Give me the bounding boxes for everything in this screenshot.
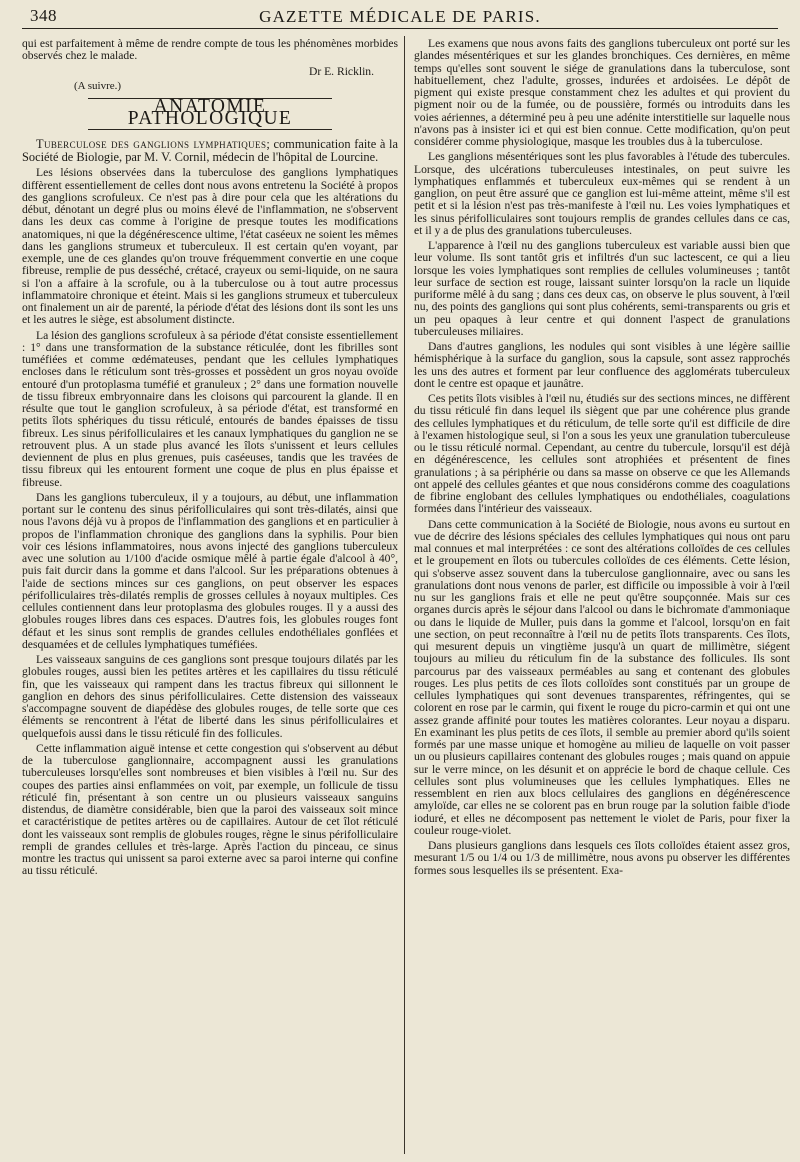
article-paragraph: Dans cette communication à la Société de Biologie, nous avons eu surtout en vue de décrire des lésions spéciales des cellules lymphatiques qui nous ont paru mal connues et mal interprétées : ce sont des altérations colloïdes de ces cellules et le groupement en îlots ou tubercules colloïdes de ces éléments. Cette lésion, qui s'observe assez souvent dans la tuberculose ganglionnaire, avec ou sans les granulations dont nous venons de parler, est difficile ou impossible à voir à l'œil nu sur les ganglions frais et elle ne peut qu'être soupçonnée. Mais sur ces organes durcis après le séjour dans l'alcool ou dans le bichromate d'ammoniaque ou dans le liquide de Muller, puis dans la gomme et l'alcool, lorsqu'on en fait une section, on peut reconnaître à l'œil nu de petits îlots transparents. Ces îlots, qui mesurent depuis un vingtième jusqu'à un quart de millimètre, siégent toujours au milieu du réticulum fin de la substance des follicules. Ils sont parcourus par des vaisseaux perméables au sang et contenant des globules rouges. Les plus petits de ces îlots colloïdes sont constitués par un groupe de cellules lymphatiques qui sont devenues transparentes, réfringentes, qui se colorent en rose par le carmin, qui fixent le rouge du picro-carmin et qui ont une assez grande affinité pour toutes les matières colorantes. Leur noyau a disparu. En examinant les plus petits de ces îlots, il semble au premier abord qu'ils soient formés par une masse unique et homogène au milieu de laquelle on voit passer un ou plusieurs capillaires contenant des globules rouges ; mais quand on appuie sur le verre mince, on les désunit et on apprécie le bord de chaque cellule. Ces cellules sont plus volumineuses que les cellules lymphatiques. Elles ne ressemblent en rien aux blocs cellulaires des ganglions en dégénérescence amyloïde, car elles ne se colorent pas en brun rouge par la solution faible d'iode ioduré, et elles ne décomposent pas nettement le violet de Paris, pour fixer la couleur rouge-violet. (414, 517, 790, 837)
author-signature: Dr E. Ricklin. (308, 64, 374, 78)
article-paragraph: L'apparence à l'œil nu des ganglions tuberculeux est variable aussi bien que leur volume. Ils sont tantôt gris et infiltrés d'un suc lactescent, ce qui a lieu lorsque les voies lymphatiques sont remplies de cellules volumineuses ; tantôt leur surface de section est rouge, laissant suinter lorsqu'on la racle un liquide puriforme mêlé à du sang ; dans ces deux cas, on observe le plus souvent, à l'œil nu, des points des ganglions qui sont plus cohérents, semi-transparents ou gris et un peu opaques à leur centre et qui donnent l'aspect de granulations tuberculeuses miliaires. (414, 239, 790, 338)
article-paragraph: Les ganglions mésentériques sont les plus favorables à l'étude des tubercules. Lorsque, des ulcérations tuberculeuses intestinales, on peut suivre les lymphatiques enflammés et tuberculeux eux-mêmes qui se rendent à un ganglion, on peut être assuré que ce ganglion est lui-même atteint, même s'il est petit et si la lésion n'est pas très-manifeste à l'œil nu. Les voies lymphatiques et les sinus périfolliculaires sont toujours remplis de grandes cellules dans ce cas, et il y a de plus des granulations tuberculeuses. (414, 150, 790, 237)
section-title: ANATOMIE PATHOLOGIQUE (88, 98, 332, 130)
previous-article-ending: qui est parfaitement à même de rendre compte de tous les phénomènes morbides observés chez le malade. (22, 38, 398, 63)
article-paragraph: Les vaisseaux sanguins de ces ganglions sont presque toujours dilatés par les globules rouges, aussi bien les petites artères et les capillaires du tissu réticulé fin, que les vaisseaux qui rampent dans les tractus fibreux qui sillonnent le ganglion en dehors des sinus périfolliculaires. Cette distension des vaisseaux s'accompagne souvent de diapédèse des globules rouges, de telle sorte que ces éléments se rencontrent à l'état de liberté dans les sinus périfolliculaires et quelquefois aussi dans le tissu réticulé fin des follicules. (22, 653, 398, 740)
left-column (22, 38, 398, 1156)
article-paragraph: Cette inflammation aiguë intense et cette congestion qui s'observent au début de la tuberculose ganglionnaire, accompagnent aussi les granulations tuberculeuses lorsqu'elles sont nombreuses et bien visibles à l'œil nu. Sur des coupes des parties ainsi enflammées on voit, par exemple, un follicule de tissu réticulé fin, présentant à son centre un ou plusieurs vaisseaux sanguins distendus, de diamètre considérable, bien que la paroi des vaisseaux soit mince et caractéristique de petites artères ou de capillaires. Autour de cet îlot réticulé dont les vaisseaux sont remplis de globules rouges, règne le sinus périfolliculaire rempli de grandes cellules et très-large. Après l'action du pinceau, ce sinus montre les tractus qui unissent sa paroi externe avec sa paroi interne qui confine au tissu réticulé. (22, 741, 398, 878)
article-paragraph: Les examens que nous avons faits des ganglions tuberculeux ont porté sur les glandes mésentériques et sur les glandes bronchiques. Ces dernières, en même temps qu'elles sont souvent le siége de granulations dans la tuberculose, sont habituellement, chez l'adulte, grosses, indurées et ardoisées. Le dépôt de pigment qui existe presque constamment chez les adultes et qui provient du pigment noir ou de la fumée, ou de poussière, formés ou introduits dans les voies aériennes, a déterminé peu à peu une adénite interstitielle sur laquelle nous n'avons pas à insister ici et qui est bien connue. Cette modification, qu'on peut considérer comme physiologique, masque les troubles dus à la tuberculose. (414, 38, 790, 148)
article-paragraph: Dans d'autres ganglions, les nodules qui sont visibles à une légère saillie hémisphérique à la surface du ganglion, sous la capsule, sont assez rapprochés les uns des autres et forment par leur confluence des agglomérats tuberculeux dont le centre est opaque et jaunâtre. (414, 340, 790, 390)
right-column (414, 38, 790, 1156)
article-heading (22, 138, 398, 165)
article-paragraph: Dans plusieurs ganglions dans lesquels ces îlots colloïdes étaient assez gros, mesurant 1/5 ou 1/4 ou 1/3 de millimètre, nous avons pu observer les différentes formes sous lesquelles ils se présentent. Exa- (414, 839, 790, 877)
page-number: 348 (30, 6, 57, 25)
article-paragraph: La lésion des ganglions scrofuleux à sa période d'état consiste essentiellement : 1° dans une transformation de la substance réticulée, dont les fibrilles sont tuméfiées et comme œdémateuses, pendant que les cellules lymphatiques encloses dans le réticulum sont très-grosses et possèdent un gros noyau ovoïde entouré d'un protoplasma tuméfié et granuleux ; 2° dans une formation nouvelle de tissu fibreux embryonnaire dans les cloisons qui parcourent la glande. Il en résulte que tout le ganglion scrofuleux, à sa période d'état, est transformé en petits îlots sphériques du tissu réticulé, entourés de bandes épaisses de tissu fibreux. Les sinus périfolliculaires et les canaux lymphatiques du ganglion ne se retrouvent plus. A un stade plus avancé les îlots s'unissent et leurs cellules deviennent de plus en plus grenues, puis caséeuses, tandis que les travées de tissu fibreux qui les entourent forment une coque de plus en plus épaisse et fibreuse. (22, 328, 398, 489)
column-divider (404, 36, 405, 1154)
article-paragraph: Dans les ganglions tuberculeux, il y a toujours, au début, une inflammation portant sur le contenu des sinus périfolliculaires qui sont très-dilatés, ainsi que nous l'avons déjà vu à propos de l'inflammation des ganglions et en particulier à propos de l'inflammation chronique des ganglions dans la syphilis. Pour bien voir ces lésions inflammatoires, nous avons injecté des ganglions tuberculeux avec une solution au 1/100 d'acide osmique mêlé à partie égale d'alcool à 40°, puis fait durcir dans la gomme et dans l'alcool. Sur les préparations obtenues à l'aide de sections minces sur ces ganglions, on peut observer les espaces périfolliculaires très-dilatés remplis de grosses cellules à noyaux multiples. Ces cellules contiennent dans leur protoplasma des globules rouges. Il y a aussi des globules rouges libres dans ces espaces. D'autres fois, les globules rouges font défaut et les sinus sont remplis de grandes cellules endothéliales gonflées et desquamées et de cellules lymphatiques tuméfiées. (22, 490, 398, 651)
continued-note: (A suivre.) (74, 79, 122, 92)
article-paragraph: Ces petits îlots visibles à l'œil nu, étudiés sur des sections minces, ne diffèrent du tissu réticulé fin dans lequel ils siègent que par une cohérence plus grande des cellules lymphatiques et du réticulum, de telle sorte qu'il est difficile de dire à l'examen histologique seul, si l'on a sous les yeux une granulation tuberculeuse ou le tissu réticulé normal. Cependant, au centre du tubercule, lorsqu'il est déjà en dégénérescence, les cellules sont atrophiées et présentent de fines granulations ; à sa périphérie ou dans sa masse on observe ce que les Allemands ont appelé des cellules géantes et que nous considérons comme des coagulations de fibrine englobant des cellules lymphatiques ou endothéliales, coagulations formées dans l'intérieur des vaisseaux. (414, 392, 790, 516)
article-title: Tuberculose des ganglions lymphatiques (36, 136, 267, 151)
running-head (22, 4, 778, 29)
journal-title: GAZETTE MÉDICALE DE PARIS. (259, 7, 541, 26)
article-paragraph: Les lésions observées dans la tuberculose des ganglions lymphatiques diffèrent essentiellement de celles dont nous avons entretenu la Société à propos des ganglions scrofuleux. Ce n'est pas à dire pour cela que les altérations du début, dénotant un degré plus ou moins élevé de l'inflammation, ne s'observent dans les deux cas comme à l'origine de presque toutes les modifications anatomiques, ni que la dégénérescence ultime, l'état caséeux ne soient les mêmes dans les ganglions strumeux et tuberculeux. Il est certain qu'en voyant, par exemple, une de ces glandes qu'on trouve fréquemment convertie en une coque fibreuse, remplie de pus desséché, crétacé, crayeux ou semi-liquide, on ne saura si l'on a affaire à la scrofule, ou à la tuberculose ou à tout autre processus inflammatoire chronique et éteint. Mais si les ganglions strumeux et tuberculeux ont finalement un air de parenté, la période d'état des lésions dont ils sont les uns et les autres le siège, est absolument distincte. (22, 166, 398, 327)
article-byline: ; communication faite à la Société de Biologie, par M. V. Cornil, médecin de l'hôpital de Lourcine. (22, 136, 398, 164)
